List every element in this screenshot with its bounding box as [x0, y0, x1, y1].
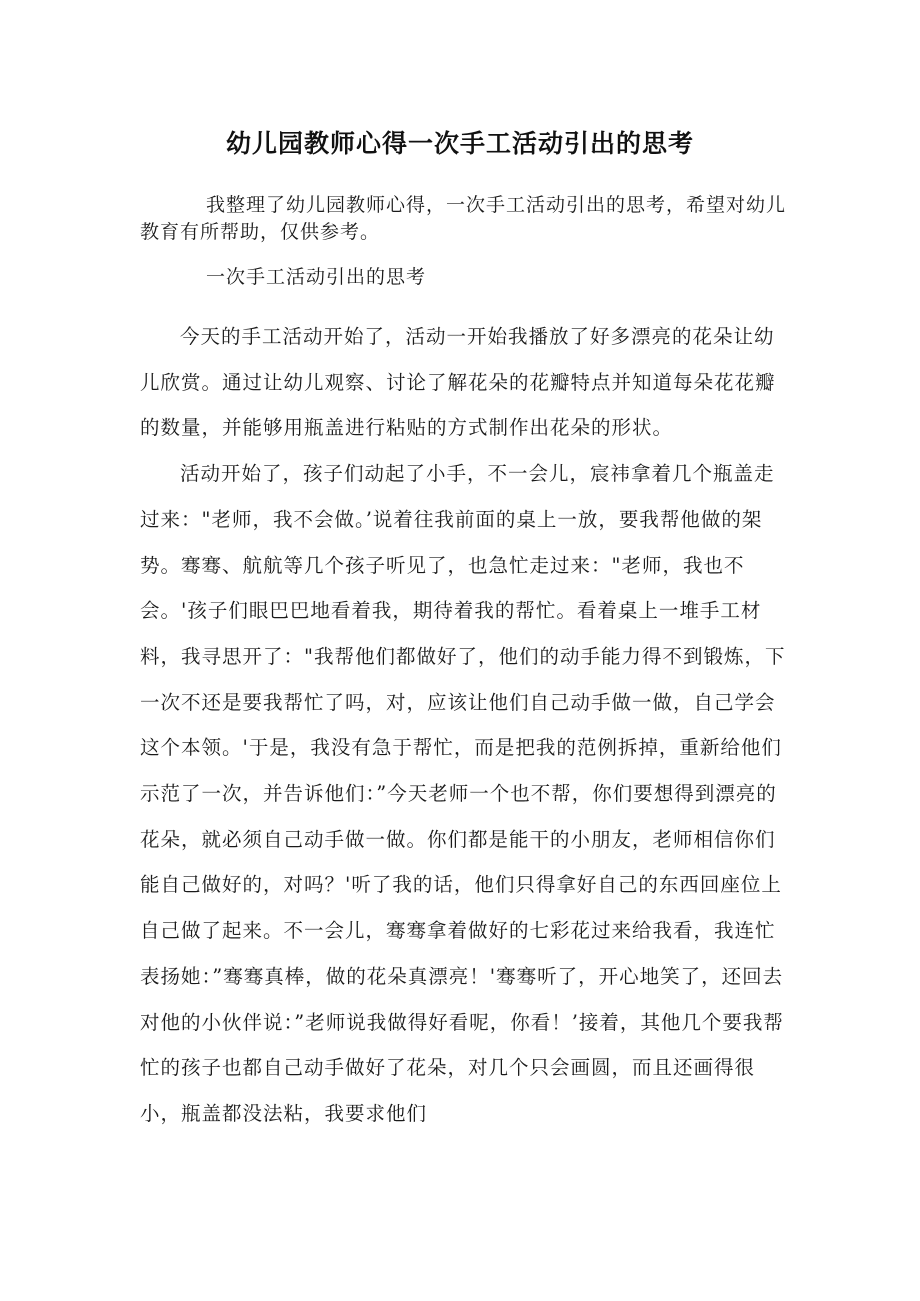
document-body — [140, 314, 790, 1137]
section-subtitle: 一次手工活动引出的思考 — [206, 266, 427, 288]
body-paragraph-1: 今天的手工活动开始了，活动一开始我播放了好多漂亮的花朵让幼儿欣赏。通过让幼儿观察、讨论了解花朵的花瓣特点并知道每朵花花瓣的数量，并能够用瓶盖进行粘贴的方式制作出花朵的形状。 — [140, 325, 776, 440]
document-title: 幼儿园教师心得一次手工活动引出的思考 — [225, 129, 694, 158]
body-paragraph-2: 活动开始了，孩子们动起了小手，不一会儿，宸祎拿着几个瓶盖走过来："老师，我不会做。’说着往我前面的桌上一放，要我帮他做的架势。骞骞、航航等几个孩子听见了，也急忙走过来："老师，我也不会。'孩子们眼巴巴地看着我，期待着我的帮忙。看着桌上一堆手工材料，我寻思开了："我帮他们都做好了，他们的动手能力得不到锻炼，下一次不还是要我帮忙了吗，对，应该让他们自己动手做一做，自己学会这个本领。'于是，我没有急于帮忙，而是把我的范例拆掉，重新给他们示范了一次，并告诉他们：”今天老师一个也不帮，你们要想得到漂亮的花朵，就必须自己动手做一做。你们都是能干的小朋友，老师相信你们能自己做好的，对吗？'听了我的话，他们只得拿好自己的东西回座位上自己做了起来。不一会儿，骞骞拿着做好的七彩花过来给我看，我连忙表扬她：”骞骞真棒，做的花朵真漂亮！'骞骞听了，开心地笑了，还回去对他的小伙伴说：”老师说我做得好看呢，你看！’接着，其他几个要我帮忙的孩子也都自己动手做好了花朵，对几个只会画圆，而且还画得很小，瓶盖都没法粘，我要求他们 — [140, 462, 786, 1125]
intro-paragraph: 我整理了幼儿园教师心得，一次手工活动引出的思考，希望对幼儿教育有所帮助，仅供参考。 — [140, 194, 787, 243]
